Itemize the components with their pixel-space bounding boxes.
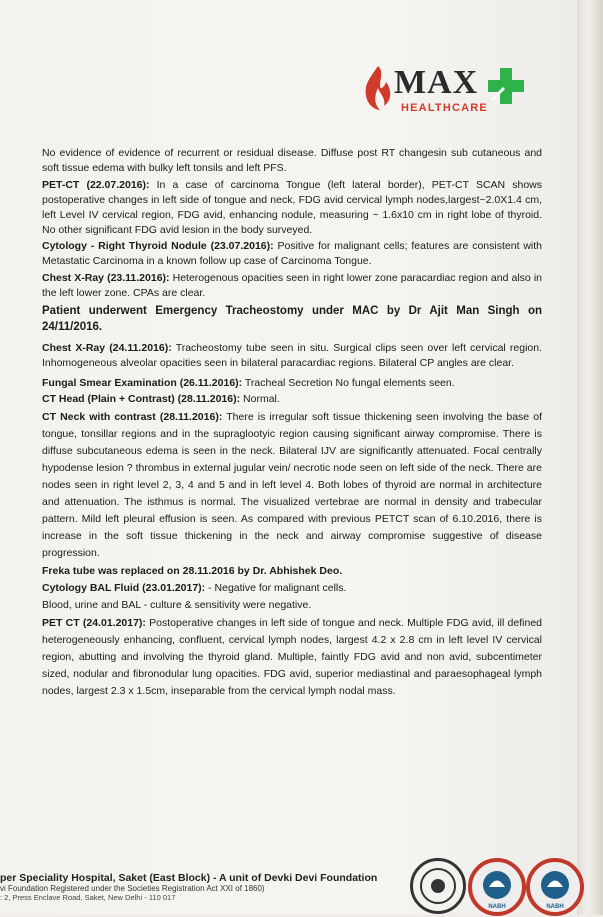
section-text: Positive for malignant cells; features are consistent with Metastatic Carcinoma in a known follow up case of Carcinoma Tongue. <box>42 240 543 268</box>
cytology-thyroid-section <box>42 239 542 269</box>
accreditation-seal-2 <box>468 858 526 916</box>
max-healthcare-logo <box>360 58 540 118</box>
section-label: Cytology - Right Thyroid Nodule (23.07.2016): <box>42 240 274 253</box>
section-label: CT Head (Plain + Contrast) (28.11.2016): <box>42 393 241 406</box>
petct-2016-section <box>42 178 542 238</box>
cytology-bal-section <box>42 581 542 596</box>
page-edge-shadow <box>577 0 603 915</box>
section-label: Fungal Smear Examination (26.11.2016): <box>42 376 243 389</box>
ct-head-section <box>42 392 542 407</box>
accreditation-seal-3 <box>526 858 584 916</box>
emblem-icon <box>413 861 463 911</box>
section-label: Cytology BAL Fluid (23.01.2017): <box>42 582 206 595</box>
section-text: Normal. <box>243 393 280 406</box>
section-text: Postoperative changes in left side of tongue and neck. Multiple FDG avid, ill defined heterogeneously enhancing, confluent, cervical lymph nodes, largest 4.2 x 2.8 cm in left level IV cervical region, abutting and involving the thyroid gland. Multiple, faintly FDG avid and non avid, subcentimeter sized, nodular and fibronodular lung opacities. FDG avid, superior mediastinal and paraesophageal lymph nodes, largest 2.3 x 1.5cm, inseparable from the cervical lymph nodal mass. <box>42 617 542 698</box>
hospital-footer <box>0 872 400 902</box>
tracheostomy-heading: Patient underwent Emergency Tracheostomy under MAC by Dr Ajit Man Singh on 24/11/2016. <box>42 305 542 334</box>
report-body <box>42 146 542 700</box>
fungal-smear-section <box>42 376 542 391</box>
logo-subtitle: HEALTHCARE <box>401 102 488 114</box>
ct-neck-section <box>42 409 542 562</box>
nabh-logo-icon <box>472 862 522 912</box>
flame-icon <box>362 64 394 112</box>
section-label: Chest X-Ray (24.11.2016): <box>42 341 172 354</box>
section-label: PET CT (24.01.2017): <box>42 617 146 630</box>
section-text: Tracheal Secretion No fungal elements seen. <box>244 376 455 389</box>
medical-cross-icon <box>486 66 526 106</box>
section-text: In a case of carcinoma Tongue (left lateral border), PET-CT SCAN shows postoperative changes in left side of tongue and neck, FDG avid cervical lymph nodes,largest~2.0X1.4 cm, left Level IV cervical region, FDG avid, enhancing nodule, measuring ~ 1.6x10 cm in right lobe of thyroid. No other significant FDG avid lesion in the body surveyed. <box>42 178 543 236</box>
petct-2017-section <box>42 615 542 700</box>
culture-result-line: Blood, urine and BAL - culture & sensitivity were negative. <box>42 599 312 612</box>
footer-registration: vi Foundation Registered under the Societies Registration Act XXI of 1860) <box>0 884 265 893</box>
intro-paragraph: No evidence of evidence of recurrent or residual disease. Diffuse post RT changesin sub cutaneous and soft tissue edema with bulky left tonsils and left PFS. <box>42 147 542 174</box>
seal-label: NABH <box>546 904 564 910</box>
section-label: PET-CT (22.07.2016): <box>42 178 150 191</box>
footer-hospital-name: per Speciality Hospital, Saket (East Block) - A unit of Devki Devi Foundation <box>0 872 378 884</box>
section-label: CT Neck with contrast (28.11.2016): <box>42 411 223 424</box>
section-text: - Negative for malignant cells. <box>208 582 347 595</box>
nabh-logo-icon <box>530 862 580 912</box>
accreditation-seal-1 <box>410 858 466 914</box>
freka-tube-line: Freka tube was replaced on 28.11.2016 by Dr. Abhishek Deo. <box>42 565 343 578</box>
footer-address: : 2, Press Enclave Road, Saket, New Delhi - 110 017 <box>0 893 176 902</box>
section-text: Tracheostomy tube seen in situ. Surgical clips seen over left cervical region. Inhomogeneous alveolar opacities seen in bilateral paracardiac regions. Bilateral CP angles are clear. <box>42 341 542 369</box>
seal-label: NABH <box>488 904 506 910</box>
chest-xray-2-section <box>42 341 542 371</box>
section-label: Chest X-Ray (23.11.2016): <box>42 272 170 285</box>
chest-xray-1-section <box>42 271 542 301</box>
logo-wordmark: MAX <box>394 64 479 101</box>
section-text: There is irregular soft tissue thickening seen involving the base of tongue, tonsillar regions and in the supraglootyic region causing significant airway compromise. There is diffuse subcutaneous edema is seen in the neck. Bilateral IJV are significantly attenuated. Focal centrally hypodense lesion ? thrombus in external jugular vein/ necrotic node seen on left side of the neck. There are nodes seen in right level 2, 3, 4 and 5 and in left level 4. Both lobes of thyroid are normal in architecture and attenuation. The isthmus is normal. The visualized vertebrae are normal in density and trabecular pattern. Mild left pleural effusion is seen. As compared with previous PETCT scan of 6.10.2016, there is increase in the soft tissue thickening in the neck and airway compromise suggestive of disease progression. <box>42 411 542 560</box>
section-text: Heterogenous opacities seen in right lower zone paracardiac region and also in the left lower zone. CPAs are clear. <box>42 272 543 300</box>
